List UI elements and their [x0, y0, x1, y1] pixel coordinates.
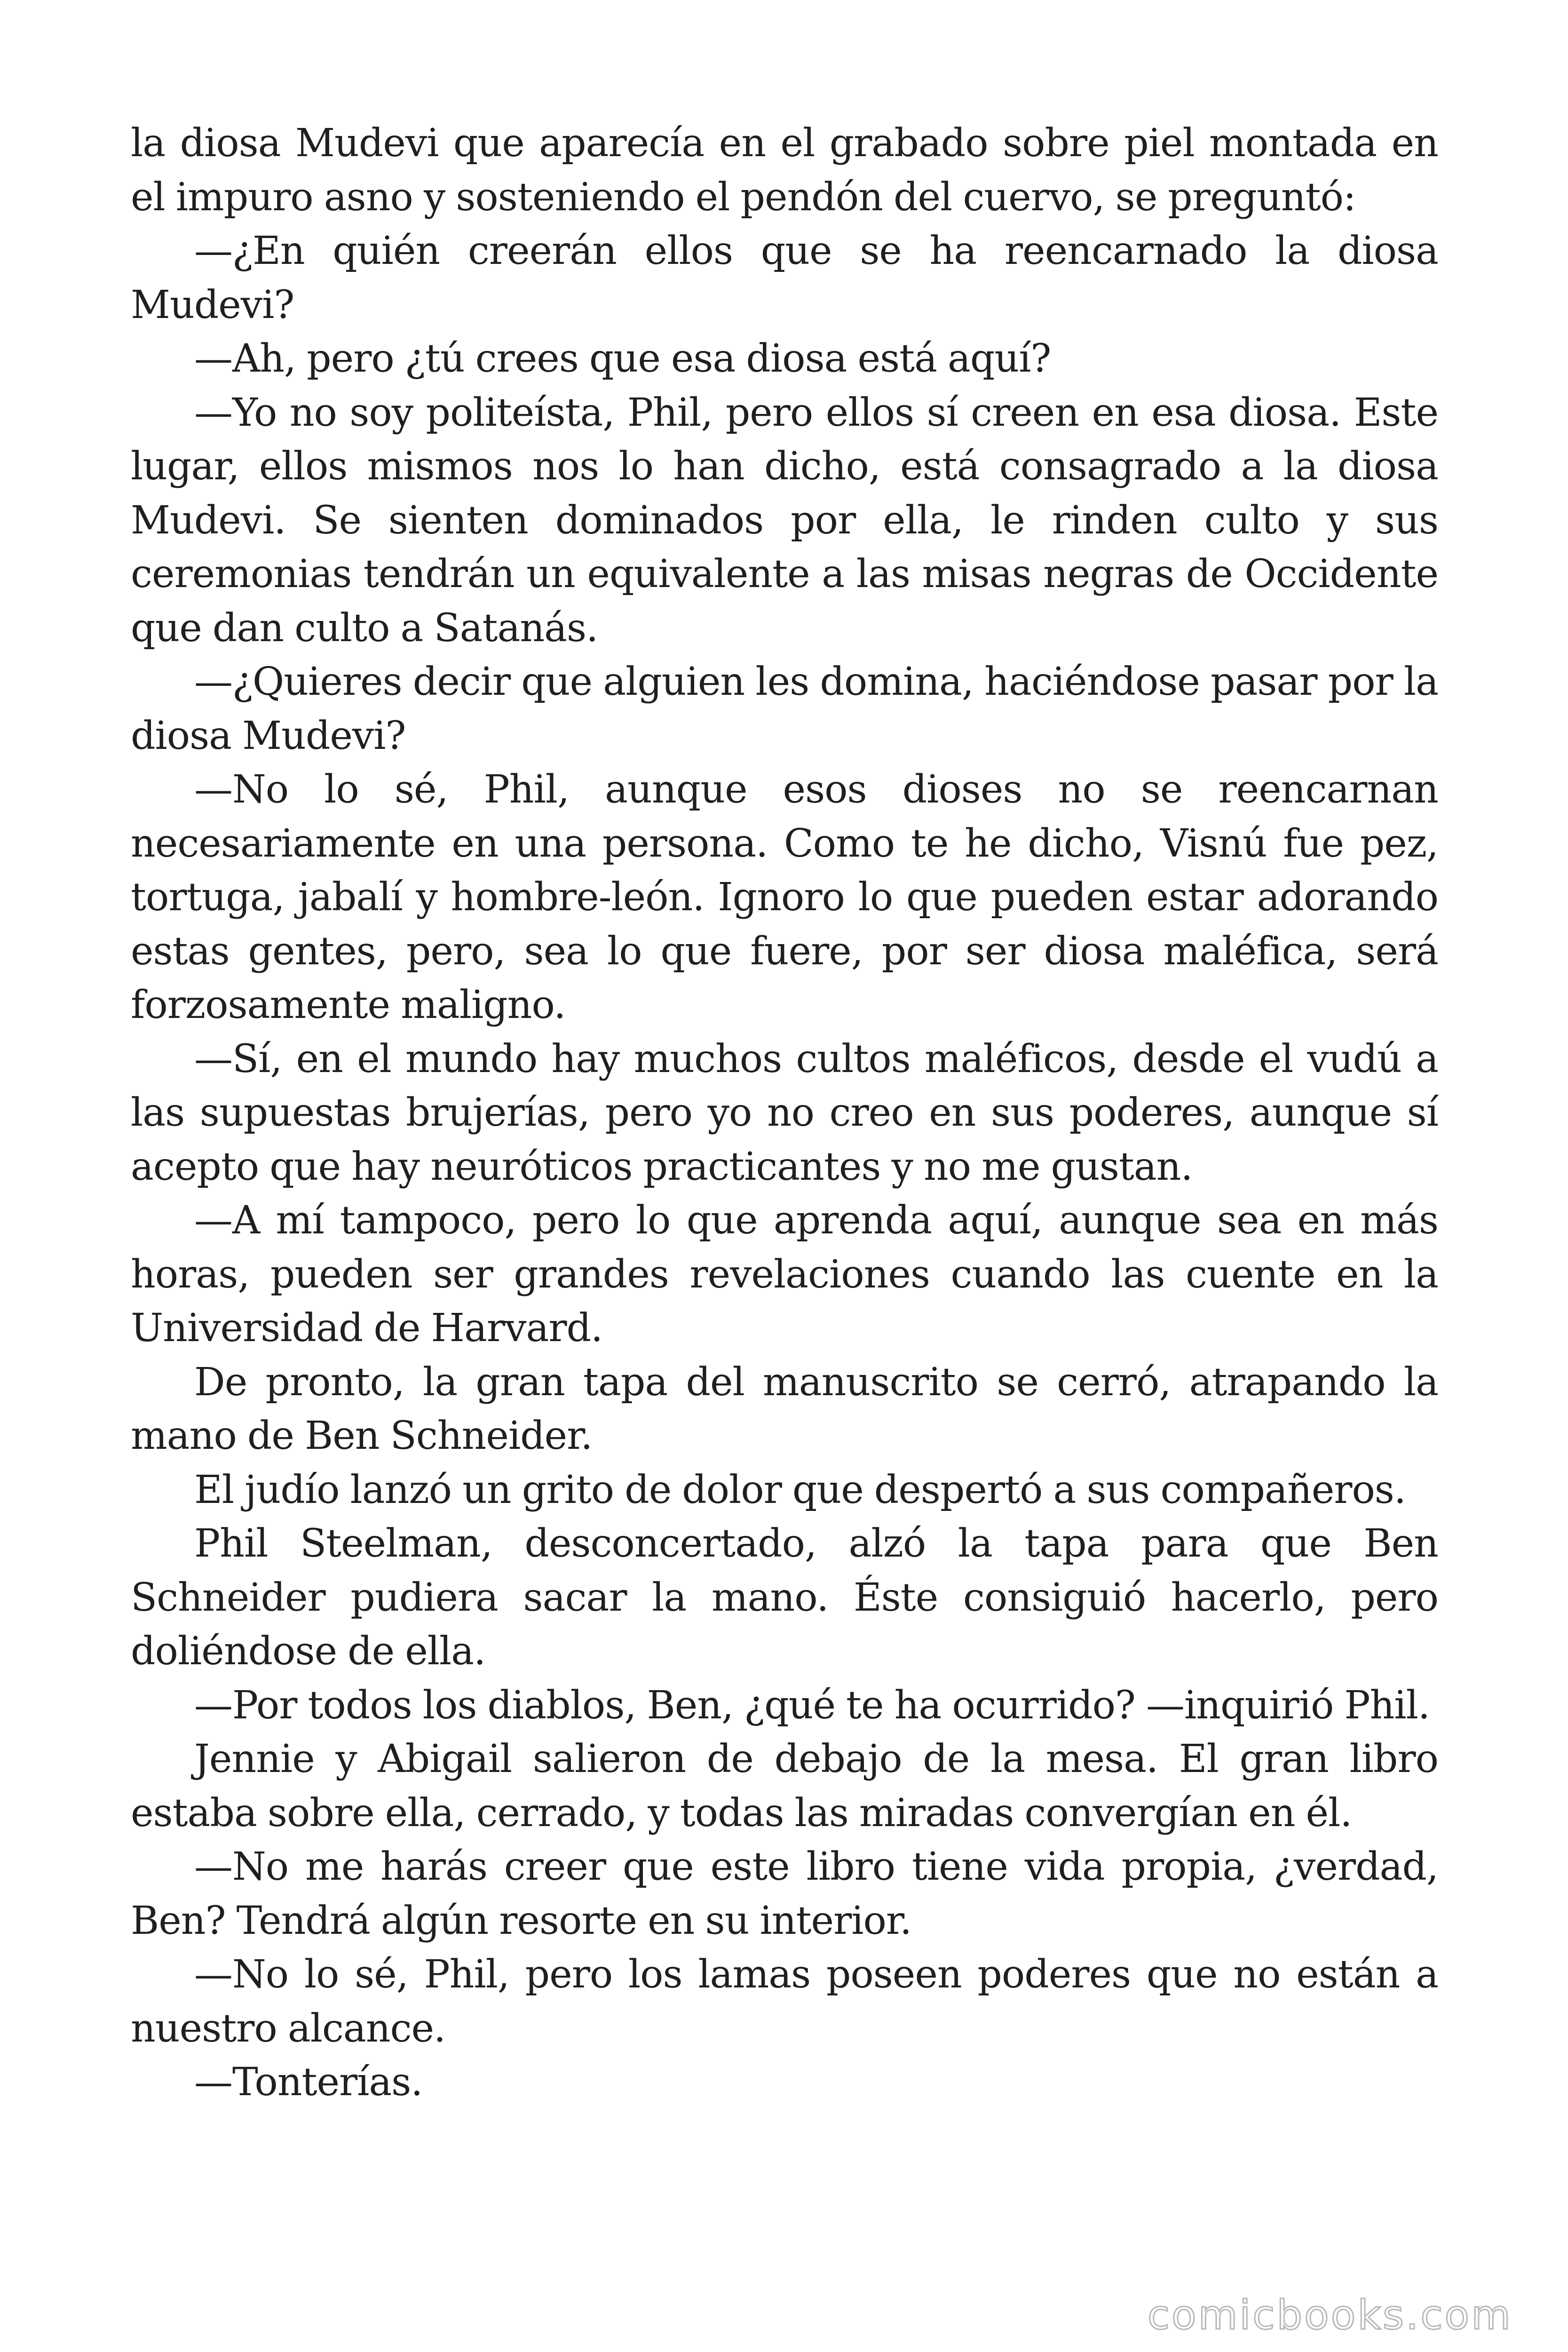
- paragraph: —Yo no soy politeísta, Phil, pero ellos sí creen en esa diosa. Este lugar, ellos mismos nos lo han dicho, está consagrado a la diosa Mudevi. Se sienten dominados por ella, le rinden culto y sus ceremonias tendrán un equivalente a las misas negras de Occidente que dan culto a Satanás.: [131, 390, 1438, 651]
- paragraph: Phil Steelman, desconcertado, alzó la tapa para que Ben Schneider pudiera sacar la mano. Éste consiguió hacerlo, pero doliéndose de ella.: [131, 1521, 1438, 1674]
- paragraph: —Por todos los diablos, Ben, ¿qué te ha ocurrido? —inquirió Phil.: [194, 1683, 1430, 1728]
- paragraph: Jennie y Abigail salieron de debajo de la mesa. El gran libro estaba sobre ella, cerrado, y todas las miradas convergían en él.: [131, 1737, 1438, 1836]
- paragraph: —No lo sé, Phil, pero los lamas poseen poderes que no están a nuestro alcance.: [131, 1952, 1438, 2051]
- paragraph: —¿En quién creerán ellos que se ha reencarnado la diosa Mudevi?: [131, 229, 1438, 327]
- paragraph: —No me harás creer que este libro tiene vida propia, ¿verdad, Ben? Tendrá algún resorte en su interior.: [131, 1844, 1438, 1943]
- watermark: comicbooks.com: [1147, 2292, 1513, 2339]
- paragraph: —A mí tampoco, pero lo que aprenda aquí, aunque sea en más horas, pueden ser grandes revelaciones cuando las cuente en la Universidad de Harvard.: [131, 1198, 1438, 1351]
- body-text: [131, 117, 1438, 2110]
- paragraph: El judío lanzó un grito de dolor que despertó a sus compañeros.: [194, 1467, 1406, 1512]
- paragraph: De pronto, la gran tapa del manuscrito se cerró, atrapando la mano de Ben Schneider.: [131, 1359, 1438, 1458]
- paragraph: —No lo sé, Phil, aunque esos dioses no se reencarnan necesariamente en una persona. Como te he dicho, Visnú fue pez, tortuga, jabalí y hombre-león. Ignoro lo que pueden estar adorando estas gentes, pero, sea lo que fuere, por ser diosa maléfica, será forzosamente maligno.: [131, 767, 1438, 1027]
- paragraph: —Tonterías.: [194, 2060, 423, 2105]
- paragraph: —Ah, pero ¿tú crees que esa diosa está aquí?: [194, 336, 1051, 381]
- paragraph: —¿Quieres decir que alguien les domina, haciéndose pasar por la diosa Mudevi?: [131, 660, 1438, 758]
- paragraph: —Sí, en el mundo hay muchos cultos maléficos, desde el vudú a las supuestas brujerías, pero yo no creo en sus poderes, aunque sí acepto que hay neuróticos practicantes y no me gustan.: [131, 1036, 1438, 1189]
- paragraph: la diosa Mudevi que aparecía en el grabado sobre piel montada en el impuro asno y sosteniendo el pendón del cuervo, se preguntó:: [131, 121, 1438, 220]
